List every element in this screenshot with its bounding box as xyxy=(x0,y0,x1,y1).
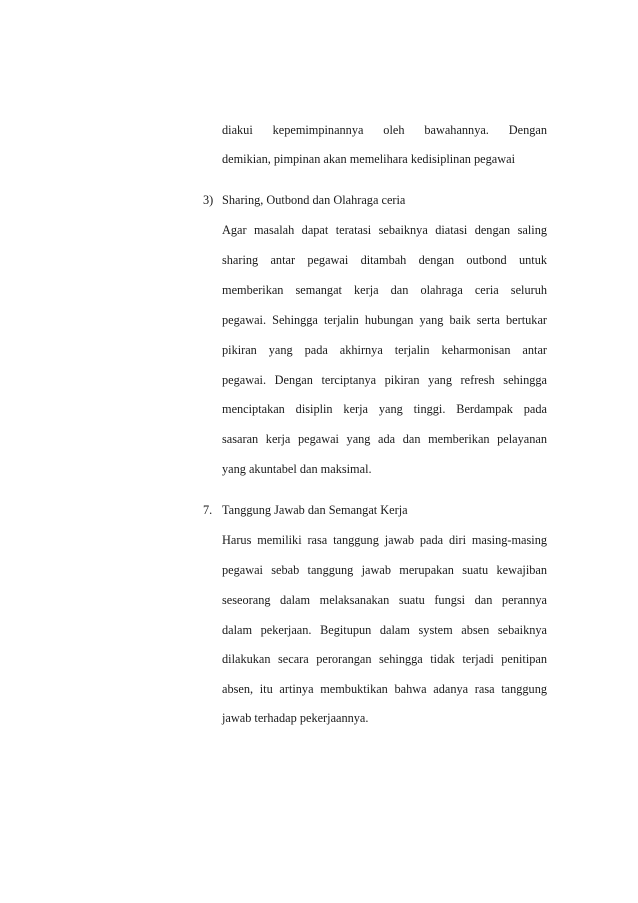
paragraph-line: dalam pekerjaan. Begitupun dalam system absen sebaiknya xyxy=(222,623,547,637)
list-marker: 7. xyxy=(203,503,213,517)
paragraph-line: pegawai. Sehingga terjalin hubungan yang baik serta bertukar xyxy=(222,313,547,327)
section-heading: Tanggung Jawab dan Semangat Kerja xyxy=(222,503,408,517)
list-marker: 3) xyxy=(203,193,214,207)
paragraph-line: Agar masalah dapat teratasi sebaiknya diatasi dengan saling xyxy=(222,223,547,237)
paragraph-line: dilakukan secara perorangan sehingga tidak terjadi penitipan xyxy=(222,652,547,666)
paragraph-line: pikiran yang pada akhirnya terjalin keharmonisan antar xyxy=(222,343,547,357)
paragraph-line: Harus memiliki rasa tanggung jawab pada diri masing-masing xyxy=(222,533,547,547)
paragraph-line: yang akuntabel dan maksimal. xyxy=(222,462,372,476)
paragraph-line: menciptakan disiplin kerja yang tinggi. Berdampak pada xyxy=(222,402,547,416)
paragraph-line: absen, itu artinya membuktikan bahwa adanya rasa tanggung xyxy=(222,682,547,696)
paragraph-line: sasaran kerja pegawai yang ada dan memberikan pelayanan xyxy=(222,432,547,446)
paragraph-line: memberikan semangat kerja dan olahraga ceria seluruh xyxy=(222,283,547,297)
paragraph-line: seseorang dalam melaksanakan suatu fungsi dan perannya xyxy=(222,593,547,607)
paragraph-line: pegawai. Dengan terciptanya pikiran yang refresh sehingga xyxy=(222,373,547,387)
paragraph-line: pegawai sebab tanggung jawab merupakan suatu kewajiban xyxy=(222,563,547,577)
section-heading: Sharing, Outbond dan Olahraga ceria xyxy=(222,193,406,207)
paragraph-line: sharing antar pegawai ditambah dengan outbond untuk xyxy=(222,253,547,267)
paragraph-line: demikian, pimpinan akan memelihara kedisiplinan pegawai xyxy=(222,152,515,166)
paragraph-line: diakui kepemimpinannya oleh bawahannya. Dengan xyxy=(222,123,547,137)
paragraph-line: jawab terhadap pekerjaannya. xyxy=(222,711,369,725)
